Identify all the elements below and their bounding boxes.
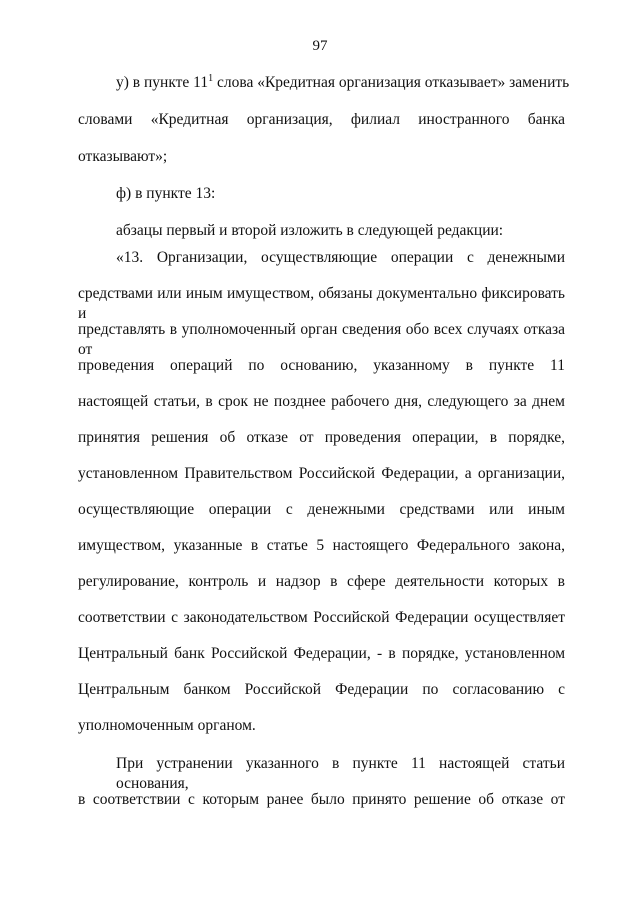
quoted-paragraph-line-6: принятия решения об отказе от проведения операции, в порядке, xyxy=(78,429,565,446)
quoted-paragraph-line-4: проведения операций по основанию, указанному в пункте 11 xyxy=(78,357,565,374)
quoted-paragraph-line-7: установленном Правительством Российской Федерации, а организации, xyxy=(78,465,565,482)
page-number: 97 xyxy=(312,38,328,54)
paragraph-u-line-3: отказывают»; xyxy=(78,148,168,165)
quoted-paragraph-line-9: имуществом, указанные в статье 5 настоящего Федерального закона, xyxy=(78,537,565,554)
quoted-paragraph-line-14: уполномоченным органом. xyxy=(78,717,256,734)
quoted-paragraph-line-10: регулирование, контроль и надзор в сфере деятельности которых в xyxy=(78,573,565,590)
quoted-paragraph-line-3: представлять в уполномоченный орган сведения обо всех случаях отказа от xyxy=(78,321,565,358)
quoted-paragraph-line-11: соответствии с законодательством Российской Федерации осуществляет xyxy=(78,609,565,626)
text-segment: у) в пункте 11 xyxy=(116,74,209,91)
quoted-paragraph-line-8: осуществляющие операции с денежными средствами или иным xyxy=(78,501,565,518)
quoted-paragraph-line-2: средствами или иным имуществом, обязаны документально фиксировать и xyxy=(78,285,565,322)
quoted-paragraph-line-1: «13. Организации, осуществляющие операции с денежными xyxy=(116,249,565,266)
paragraph-u-line-1 xyxy=(116,72,570,93)
superscript: 1 xyxy=(208,72,214,84)
paragraph-pri-ustranenii-line-1: При устранении указанного в пункте 11 настоящей статьи основания, xyxy=(116,755,565,792)
paragraph-pri-ustranenii-line-2: в соответствии с которым ранее было принято решение об отказе от xyxy=(78,791,565,808)
text-segment: слова «Кредитная организация отказывает» заменить xyxy=(213,74,570,91)
quoted-paragraph-line-13: Центральным банком Российской Федерации по согласованию с xyxy=(78,681,565,698)
paragraph-abzacy-line-1: абзацы первый и второй изложить в следующей редакции: xyxy=(116,222,504,239)
paragraph-u-line-2: словами «Кредитная организация, филиал иностранного банка xyxy=(78,111,565,128)
quoted-paragraph-line-5: настоящей статьи, в срок не позднее рабочего дня, следующего за днем xyxy=(78,393,565,410)
quoted-paragraph-line-12: Центральный банк Российской Федерации, - в порядке, установленном xyxy=(78,645,565,662)
paragraph-f-line-1: ф) в пункте 13: xyxy=(116,185,216,202)
